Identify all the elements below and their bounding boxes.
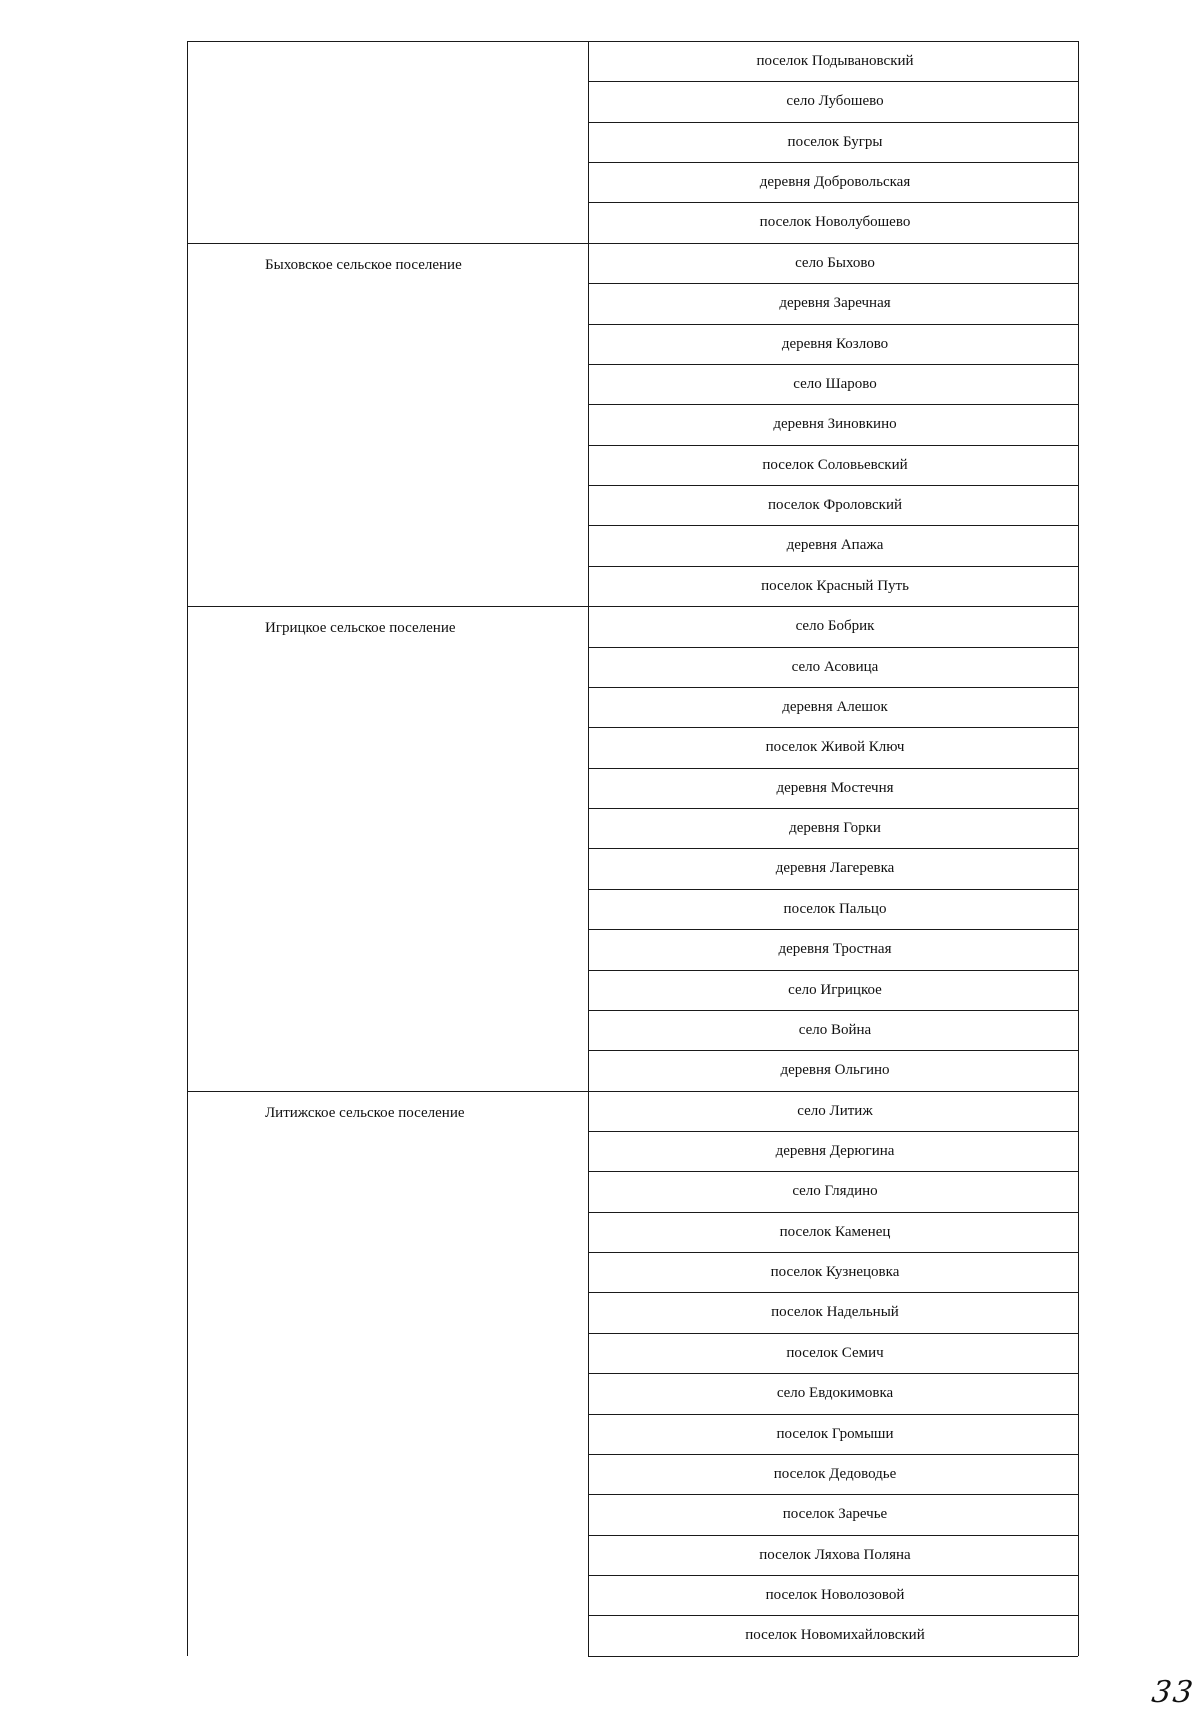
left-border bbox=[187, 41, 188, 1656]
settlement-cell: поселок Фроловский bbox=[767, 497, 903, 514]
settlement-cell: поселок Новолубошево bbox=[759, 214, 911, 231]
row-separator bbox=[588, 1292, 1078, 1293]
settlement-cell: поселок Семич bbox=[786, 1344, 884, 1361]
row-separator bbox=[588, 364, 1078, 365]
settlement-cell: село Шарово bbox=[793, 375, 877, 392]
row-separator bbox=[588, 1535, 1078, 1536]
row-separator bbox=[588, 1333, 1078, 1334]
settlement-cell: деревня Дерюгина bbox=[775, 1142, 895, 1159]
group-separator bbox=[187, 1091, 588, 1092]
group-separator bbox=[187, 243, 588, 244]
settlement-cell: поселок Пальцо bbox=[783, 900, 887, 917]
row-separator bbox=[588, 647, 1078, 648]
row-separator bbox=[588, 566, 1078, 567]
row-separator bbox=[588, 848, 1078, 849]
row-separator bbox=[588, 970, 1078, 971]
settlement-cell: поселок Заречье bbox=[782, 1506, 888, 1523]
row-separator bbox=[588, 768, 1078, 769]
settlement-cell: село Глядино bbox=[792, 1183, 878, 1200]
row-separator bbox=[588, 283, 1078, 284]
row-separator bbox=[588, 81, 1078, 82]
settlement-cell: деревня Зиновкино bbox=[773, 416, 897, 433]
settlement-cell: поселок Громыши bbox=[776, 1425, 894, 1442]
settlement-cell: деревня Козлово bbox=[781, 335, 889, 352]
settlement-cell: поселок Подывановский bbox=[756, 53, 914, 69]
row-separator bbox=[588, 727, 1078, 728]
right-border bbox=[1078, 41, 1079, 1656]
group-label: Быховское сельское поселение bbox=[265, 256, 462, 273]
settlement-cell: деревня Алешок bbox=[782, 698, 888, 715]
row-separator bbox=[588, 1010, 1078, 1011]
row-separator bbox=[588, 1252, 1078, 1253]
page-number: 33 bbox=[1149, 1675, 1197, 1710]
settlement-cell: деревня Заречная bbox=[779, 295, 891, 312]
row-separator bbox=[588, 525, 1078, 526]
row-separator bbox=[588, 324, 1078, 325]
row-separator bbox=[588, 1131, 1078, 1132]
settlement-cell: село Литиж bbox=[797, 1102, 873, 1119]
row-separator bbox=[588, 202, 1078, 203]
settlement-cell: поселок Каменец bbox=[779, 1223, 891, 1240]
settlement-cell: поселок Соловьевский bbox=[762, 456, 908, 473]
settlement-cell: деревня Тростная bbox=[778, 941, 892, 958]
settlement-cell: село Евдокимовка bbox=[776, 1385, 894, 1402]
settlement-cell: деревня Добровольская bbox=[759, 174, 911, 191]
settlement-cell: поселок Надельный bbox=[771, 1304, 899, 1321]
settlement-cell: село Асовица bbox=[791, 658, 879, 675]
row-separator bbox=[588, 1091, 1078, 1092]
table-top-border bbox=[187, 41, 1078, 42]
settlement-cell: деревня Ольгино bbox=[780, 1062, 890, 1079]
row-separator bbox=[588, 445, 1078, 446]
group-label: Игрицкое сельское поселение bbox=[265, 620, 456, 637]
row-separator bbox=[588, 243, 1078, 244]
row-separator bbox=[588, 929, 1078, 930]
row-separator bbox=[588, 1171, 1078, 1172]
settlement-cell: деревня Апажа bbox=[786, 537, 884, 554]
row-separator bbox=[588, 1454, 1078, 1455]
settlement-cell: село Война bbox=[798, 1021, 872, 1038]
row-separator bbox=[588, 889, 1078, 890]
settlement-cell: деревня Горки bbox=[789, 820, 881, 837]
row-separator bbox=[588, 122, 1078, 123]
settlement-cell: село Лубошево bbox=[786, 93, 884, 110]
table-bottom-border bbox=[588, 1656, 1078, 1657]
row-separator bbox=[588, 404, 1078, 405]
row-separator bbox=[588, 1615, 1078, 1616]
settlement-cell: поселок Ляхова Поляна bbox=[759, 1546, 911, 1563]
row-separator bbox=[588, 1414, 1078, 1415]
row-separator bbox=[588, 1494, 1078, 1495]
row-separator bbox=[588, 1050, 1078, 1051]
row-separator bbox=[588, 808, 1078, 809]
row-separator bbox=[588, 1212, 1078, 1213]
settlement-cell: поселок Бугры bbox=[787, 133, 883, 150]
settlement-cell: поселок Дедоводье bbox=[773, 1465, 897, 1482]
row-separator bbox=[588, 687, 1078, 688]
settlement-cell: село Игрицкое bbox=[788, 981, 882, 998]
settlement-cell: поселок Кузнецовка bbox=[770, 1264, 900, 1281]
settlement-cell: село Бобрик bbox=[795, 618, 875, 635]
settlement-cell: поселок Новолозовой bbox=[765, 1587, 905, 1604]
group-separator bbox=[187, 606, 588, 607]
row-separator bbox=[588, 485, 1078, 486]
row-separator bbox=[588, 1575, 1078, 1576]
settlement-cell: поселок Красный Путь bbox=[761, 577, 909, 594]
settlement-cell: деревня Лагеревка bbox=[775, 860, 895, 877]
group-label: Литижское сельское поселение bbox=[265, 1104, 465, 1121]
settlement-cell: поселок Живой Ключ bbox=[765, 739, 905, 756]
settlement-cell: деревня Мостечня bbox=[776, 779, 894, 796]
settlement-cell: поселок Новомихайловский bbox=[745, 1627, 925, 1644]
row-separator bbox=[588, 1373, 1078, 1374]
settlement-cell: село Быхово bbox=[795, 254, 875, 271]
row-separator bbox=[588, 606, 1078, 607]
row-separator bbox=[588, 162, 1078, 163]
column-divider bbox=[588, 41, 589, 1656]
